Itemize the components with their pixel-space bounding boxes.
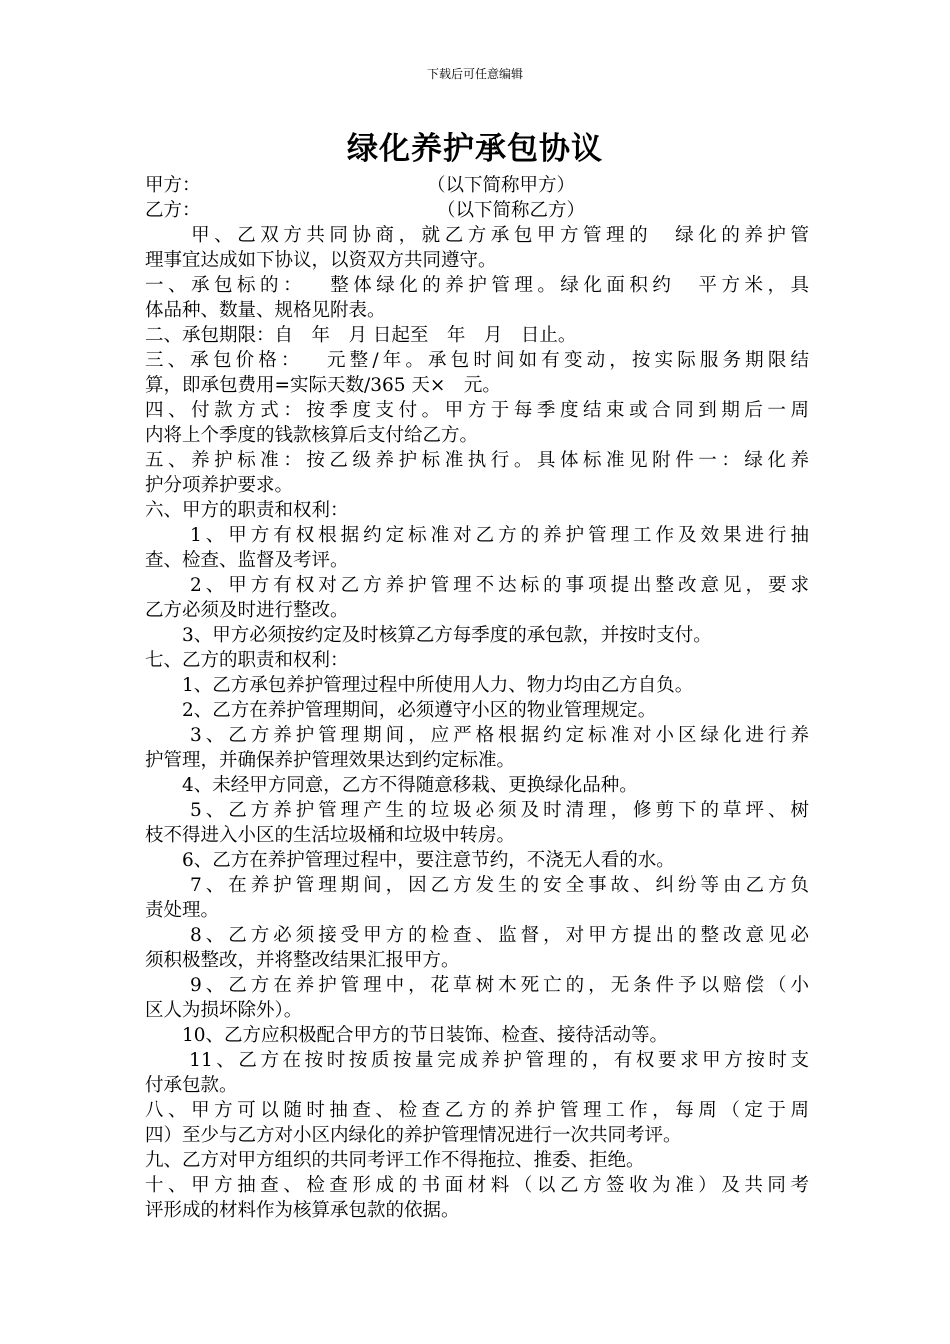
- party-b-line: [145, 198, 809, 223]
- clause-line: 六、甲方的职责和权利：: [145, 500, 349, 521]
- clause-line: 2、甲方有权对乙方养护管理不达标的事项提出整改意见，要求: [145, 575, 809, 596]
- clause-line: 3、乙方养护管理期间，应严格根据约定标准对小区绿化进行养: [145, 725, 809, 746]
- clause-line: 三、承包价格： 元整/年。承包时间如有变动，按实际服务期限结: [145, 350, 809, 371]
- clause-line: 二、承包期限：自 年 月 日起至 年 月 日止。: [145, 325, 577, 346]
- clause-paragraph: [145, 498, 809, 523]
- clause-paragraph: [145, 648, 809, 673]
- clause-line: 枝不得进入小区的生活垃圾桶和垃圾中转房。: [145, 825, 516, 846]
- clause-paragraph: [145, 848, 809, 873]
- clause-line: 七、乙方的职责和权利：: [145, 650, 349, 671]
- clause-paragraph: [145, 1148, 809, 1173]
- clause-line: 10、乙方应积极配合甲方的节日装饰、检查、接待活动等。: [145, 1025, 669, 1046]
- clause-paragraph: [145, 573, 809, 623]
- clause-paragraph: [145, 398, 809, 448]
- clause-line: 6、乙方在养护管理过程中，要注意节约，不浇无人看的水。: [145, 850, 675, 871]
- clause-line: 护分项养护要求。: [145, 475, 294, 496]
- header-note: 下载后可任意编辑: [426, 67, 523, 81]
- clause-paragraph: [145, 773, 809, 798]
- clause-paragraph: [145, 1098, 809, 1148]
- clause-paragraph: [145, 323, 809, 348]
- clause-paragraph: [145, 698, 809, 723]
- clause-line: 四）至少与乙方对小区内绿化的养护管理情况进行一次共同考评。: [145, 1125, 682, 1146]
- clause-paragraph: [145, 623, 809, 648]
- clause-paragraph: [145, 723, 809, 773]
- clause-line: 9、乙方在养护管理中，花草树木死亡的，无条件予以赔偿（小: [145, 975, 809, 996]
- clause-paragraph: [145, 798, 809, 848]
- clause-paragraph: [145, 1048, 809, 1098]
- party-a-line: [145, 173, 809, 198]
- clause-line: 4、未经甲方同意，乙方不得随意移栽、更换绿化品种。: [145, 775, 638, 796]
- clause-line: 责处理。: [145, 900, 220, 921]
- clause-line: 区人为损坏除外）。: [145, 1000, 303, 1021]
- party-a-label: 甲方：: [145, 175, 201, 196]
- intro-line: 甲、乙双方共同协商，就乙方承包甲方管理的 绿化的养护管: [145, 225, 809, 246]
- clause-line: 护管理，并确保养护管理效果达到约定标准。: [145, 750, 516, 771]
- intro-paragraph: [145, 223, 809, 273]
- clause-paragraph: [145, 873, 809, 923]
- clause-line: 5、乙方养护管理产生的垃圾必须及时清理，修剪下的草坪、树: [145, 800, 809, 821]
- clause-paragraph: [145, 1173, 809, 1223]
- clause-line: 体品种、数量、规格见附表。: [145, 300, 386, 321]
- clause-line: 乙方必须及时进行整改。: [145, 600, 349, 621]
- clause-line: 五、养护标准：按乙级养护标准执行。具体标准见附件一：绿化养: [145, 450, 809, 471]
- clause-line: 2、乙方在养护管理期间，必须遵守小区的物业管理规定。: [145, 700, 657, 721]
- clause-line: 内将上个季度的钱款核算后支付给乙方。: [145, 425, 479, 446]
- clause-line: 8、乙方必须接受甲方的检查、监督，对甲方提出的整改意见必: [145, 925, 809, 946]
- intro-line: 理事宜达成如下协议，以资双方共同遵守。: [145, 250, 497, 271]
- clause-line: 一、承包标的： 整体绿化的养护管理。绿化面积约 平方米，具: [145, 275, 809, 296]
- document-title: 绿化养护承包协议: [347, 131, 603, 167]
- clause-paragraph: [145, 448, 809, 498]
- document-body: [145, 173, 809, 1223]
- clause-line: 算，即承包费用=实际天数/365 天× 元。: [145, 375, 501, 396]
- clause-line: 十、甲方抽查、检查形成的书面材料（以乙方签收为准）及共同考: [145, 1175, 809, 1196]
- clause-line: 3、甲方必须按约定及时核算乙方每季度的承包款，并按时支付。: [145, 625, 712, 646]
- clause-line: 7、在养护管理期间，因乙方发生的安全事故、纠纷等由乙方负: [145, 875, 809, 896]
- clause-paragraph: [145, 1023, 809, 1048]
- clause-paragraph: [145, 523, 809, 573]
- party-b-abbreviation: （以下简称乙方）: [437, 200, 586, 221]
- clause-paragraph: [145, 923, 809, 973]
- clauses: [145, 273, 809, 1223]
- party-b-label: 乙方：: [145, 200, 201, 221]
- clause-paragraph: [145, 973, 809, 1023]
- clause-line: 1、甲方有权根据约定标准对乙方的养护管理工作及效果进行抽: [145, 525, 809, 546]
- clause-paragraph: [145, 273, 809, 323]
- clause-paragraph: [145, 673, 809, 698]
- clause-line: 付承包款。: [145, 1075, 238, 1096]
- clause-line: 1、乙方承包养护管理过程中所使用人力、物力均由乙方自负。: [145, 675, 694, 696]
- clause-line: 八、甲方可以随时抽查、检查乙方的养护管理工作，每周（定于周: [145, 1100, 809, 1121]
- clause-line: 九、乙方对甲方组织的共同考评工作不得拖拉、推委、拒绝。: [145, 1150, 645, 1171]
- clause-paragraph: [145, 348, 809, 398]
- clause-line: 11、乙方在按时按质按量完成养护管理的，有权要求甲方按时支: [145, 1050, 809, 1071]
- clause-line: 查、检查、监督及考评。: [145, 550, 349, 571]
- clause-line: 四、付款方式：按季度支付。甲方于每季度结束或合同到期后一周: [145, 400, 809, 421]
- clause-line: 须积极整改，并将整改结果汇报甲方。: [145, 950, 460, 971]
- clause-line: 评形成的材料作为核算承包款的依据。: [145, 1200, 460, 1221]
- party-a-abbreviation: （以下简称甲方）: [427, 175, 576, 196]
